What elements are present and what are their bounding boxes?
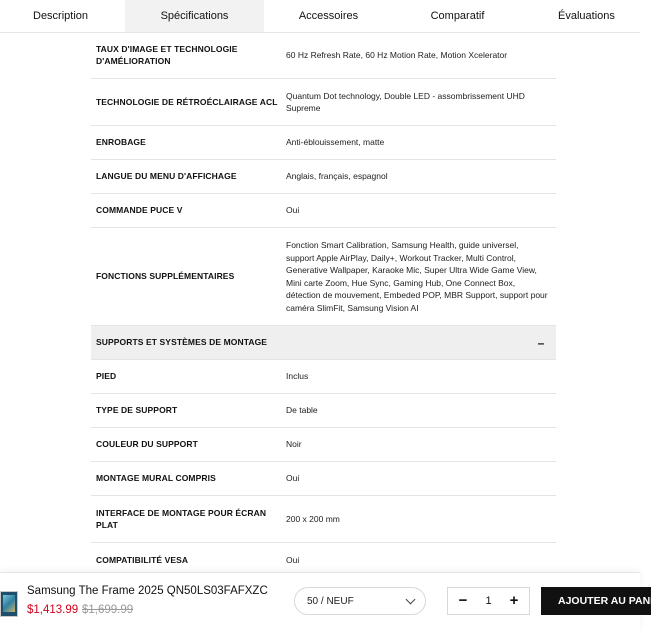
- variant-value: 50 / NEUF: [307, 595, 354, 607]
- spec-name: MONTAGE MURAL COMPRIS: [96, 473, 216, 484]
- spec-value: De table: [286, 405, 318, 416]
- spec-name: TAUX D'IMAGE ET TECHNOLOGIE D'AMÉLIORATION: [96, 43, 238, 66]
- spec-row: [91, 32, 556, 79]
- section-title: SUPPORTS ET SYSTÈMES DE MONTAGE: [96, 337, 268, 348]
- spec-value: 60 Hz Refresh Rate, 60 Hz Motion Rate, Motion Xcelerator: [286, 49, 508, 60]
- chevron-down-icon: [406, 595, 416, 605]
- tab-reviews[interactable]: Évaluations: [558, 10, 615, 22]
- spec-value: Noir: [286, 439, 302, 450]
- tab-comparison[interactable]: Comparatif: [430, 10, 485, 22]
- variant-select[interactable]: [294, 587, 426, 615]
- collapse-toggle[interactable]: –: [537, 335, 545, 350]
- add-to-cart-button[interactable]: AJOUTER AU PANIER: [541, 587, 651, 615]
- spec-row: [91, 126, 556, 160]
- spec-row: [91, 194, 556, 228]
- tab-description[interactable]: Description: [33, 10, 89, 22]
- spec-row: [91, 228, 556, 326]
- spec-name: INTERFACE DE MONTAGE POUR ÉCRAN PLAT: [96, 507, 267, 530]
- spec-row: [91, 496, 556, 543]
- spec-row: [91, 394, 556, 428]
- section-header-mounting[interactable]: [91, 326, 556, 360]
- product-name: Samsung The Frame 2025 QN50LS03FAFXZC: [27, 585, 268, 597]
- spec-value: Oui: [286, 473, 300, 484]
- spec-value: Inclus: [286, 371, 309, 382]
- spec-name: TECHNOLOGIE DE RÉTROÉCLAIRAGE ACL: [96, 96, 278, 107]
- spec-value: Oui: [286, 205, 300, 216]
- spec-value: Anglais, français, espagnol: [286, 171, 388, 182]
- spec-value: 200 x 200 mm: [286, 513, 340, 524]
- spec-row: [91, 160, 556, 194]
- spec-name: ENROBAGE: [96, 137, 146, 148]
- quantity-stepper: [447, 587, 530, 615]
- product-tabs: [0, 0, 640, 33]
- spec-value: Fonction Smart Calibration, Samsung Health, guide universel, support Apple AirPlay, Daily+, Workout Tracker, Multi Control, Generative Wallpaper, Karaoke Mic, Super Ultra Wide Game View, Mini carte Zoom, Hue Sync, Gaming Hub, One Connect Box, détection de mouvement, Embeded POP, MBR Support, support pour caméra SlimFit, Samsung Vision AI: [286, 240, 548, 313]
- spec-name: TYPE DE SUPPORT: [96, 405, 178, 416]
- spec-row: [91, 462, 556, 496]
- product-thumbnail: [0, 591, 18, 617]
- spec-name: COMPATIBILITÉ VESA: [96, 554, 189, 565]
- spec-name: FONCTIONS SUPPLÉMENTAIRES: [96, 271, 235, 282]
- tab-specifications[interactable]: Spécifications: [125, 0, 264, 32]
- spec-name: PIED: [96, 371, 117, 382]
- spec-name: LANGUE DU MENU D'AFFICHAGE: [96, 171, 237, 182]
- tab-accessories[interactable]: Accessoires: [298, 10, 359, 22]
- spec-value: Anti-éblouissement, matte: [286, 137, 385, 148]
- original-price: $1,699.99: [82, 604, 134, 616]
- spec-row: [91, 428, 556, 462]
- spec-name: COMMANDE PUCE V: [96, 205, 183, 216]
- spec-table: [91, 32, 556, 577]
- spec-value: Quantum Dot technology, Double LED - assombrissement UHD Supreme: [286, 90, 525, 113]
- increase-quantity-button[interactable]: +: [509, 592, 519, 609]
- quantity-value[interactable]: 1: [485, 595, 492, 607]
- decrease-quantity-button[interactable]: −: [458, 592, 468, 609]
- spec-row: [91, 79, 556, 126]
- sale-price: $1,413.99: [27, 604, 79, 616]
- spec-name: COULEUR DU SUPPORT: [96, 439, 198, 450]
- spec-row: [91, 360, 556, 394]
- spec-value: Oui: [286, 554, 300, 565]
